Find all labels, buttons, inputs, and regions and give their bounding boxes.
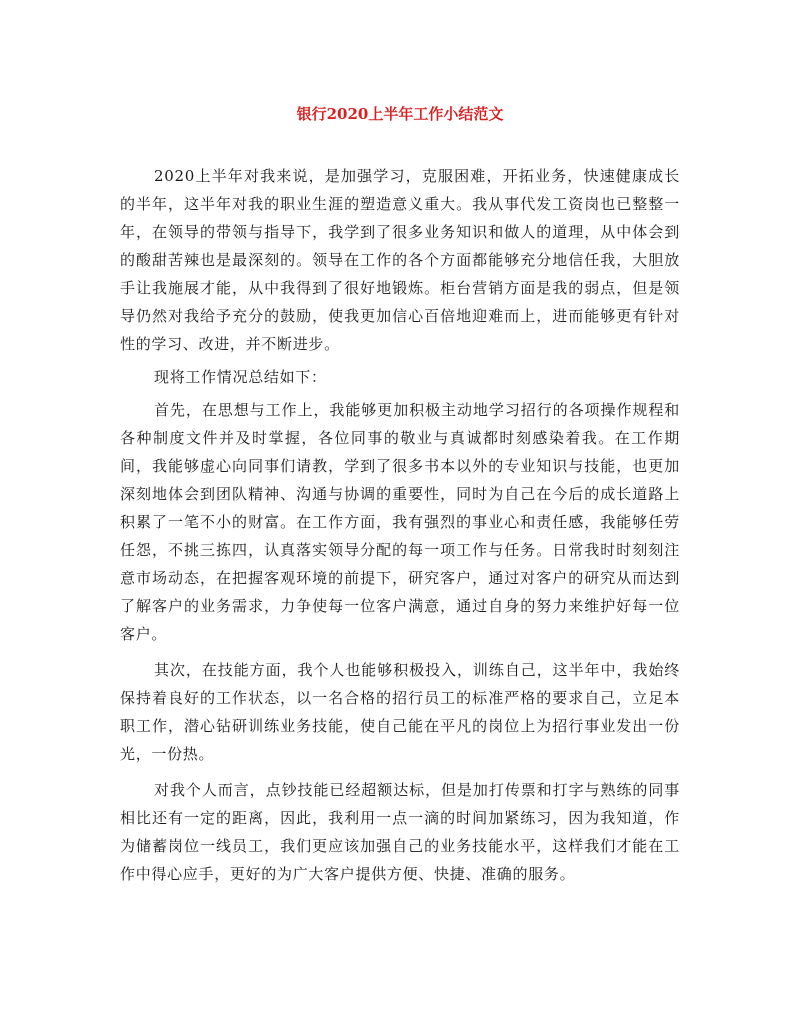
paragraph-first-point: 首先，在思想与工作上，我能够更加积极主动地学习招行的各项操作规程和各种制度文件并及时掌握，各位同事的敬业与真诚都时刻感染着我。在工作期间，我能够虚心向同事们请教，学到了很多书本以外的专业知识与技能，也更加深刻地体会到团队精神、沟通与协调的重要性，同时为自己在今后的成长道路上积累了一笔不小的财富。在工作方面，我有强烈的事业心和责任感，我能够任劳任怨，不挑三拣四，认真落实领导分配的每一项工作与任务。日常我时时刻刻注意市场动态，在把握客观环境的前提下，研究客户，通过对客户的研究从而达到了解客户的业务需求，力争使每一位客户满意，通过自身的努力来维护好每一位客户。 [120,401,680,643]
paragraph-second-point: 其次，在技能方面，我个人也能够积极投入，训练自己，这半年中，我始终保持着良好的工作状态，以一名合格的招行员工的标准严格的要求自己，立足本职工作，潜心钻研训练业务技能，使自己能在平凡的岗位上为招行事业发出一份光，一份热。 [120,661,680,763]
paragraph-summary-lead: 现将工作情况总结如下： [154,368,327,386]
document-title: 银行2020上半年工作小结范文 [296,105,504,123]
document-body [120,162,680,888]
paragraph-personal-skills: 对我个人而言，点钞技能已经超额达标，但是加打传票和打字与熟练的同事相比还有一定的距离，因此，我利用一点一滴的时间加紧练习，因为我知道，作为储蓄岗位一线员工，我们更应该加强自己的业务技能水平，这样我们才能在工作中得心应手，更好的为广大客户提供方便、快捷、准确的服务。 [120,781,680,883]
paragraph-intro: 2020上半年对我来说，是加强学习，克服困难，开拓业务，快速健康成长的半年，这半年对我的职业生涯的塑造意义重大。我从事代发工资岗也已整整一年，在领导的带领与指导下，我学到了很多业务知识和做人的道理，从中体会到的酸甜苦辣也是最深刻的。领导在工作的各个方面都能够充分地信任我，大胆放手让我施展才能，从中我得到了很好地锻炼。柜台营销方面是我的弱点，但是领导仍然对我给予充分的鼓励，使我更加信心百倍地迎难而上，进而能够更有针对性的学习、改进，并不断进步。 [120,167,680,353]
